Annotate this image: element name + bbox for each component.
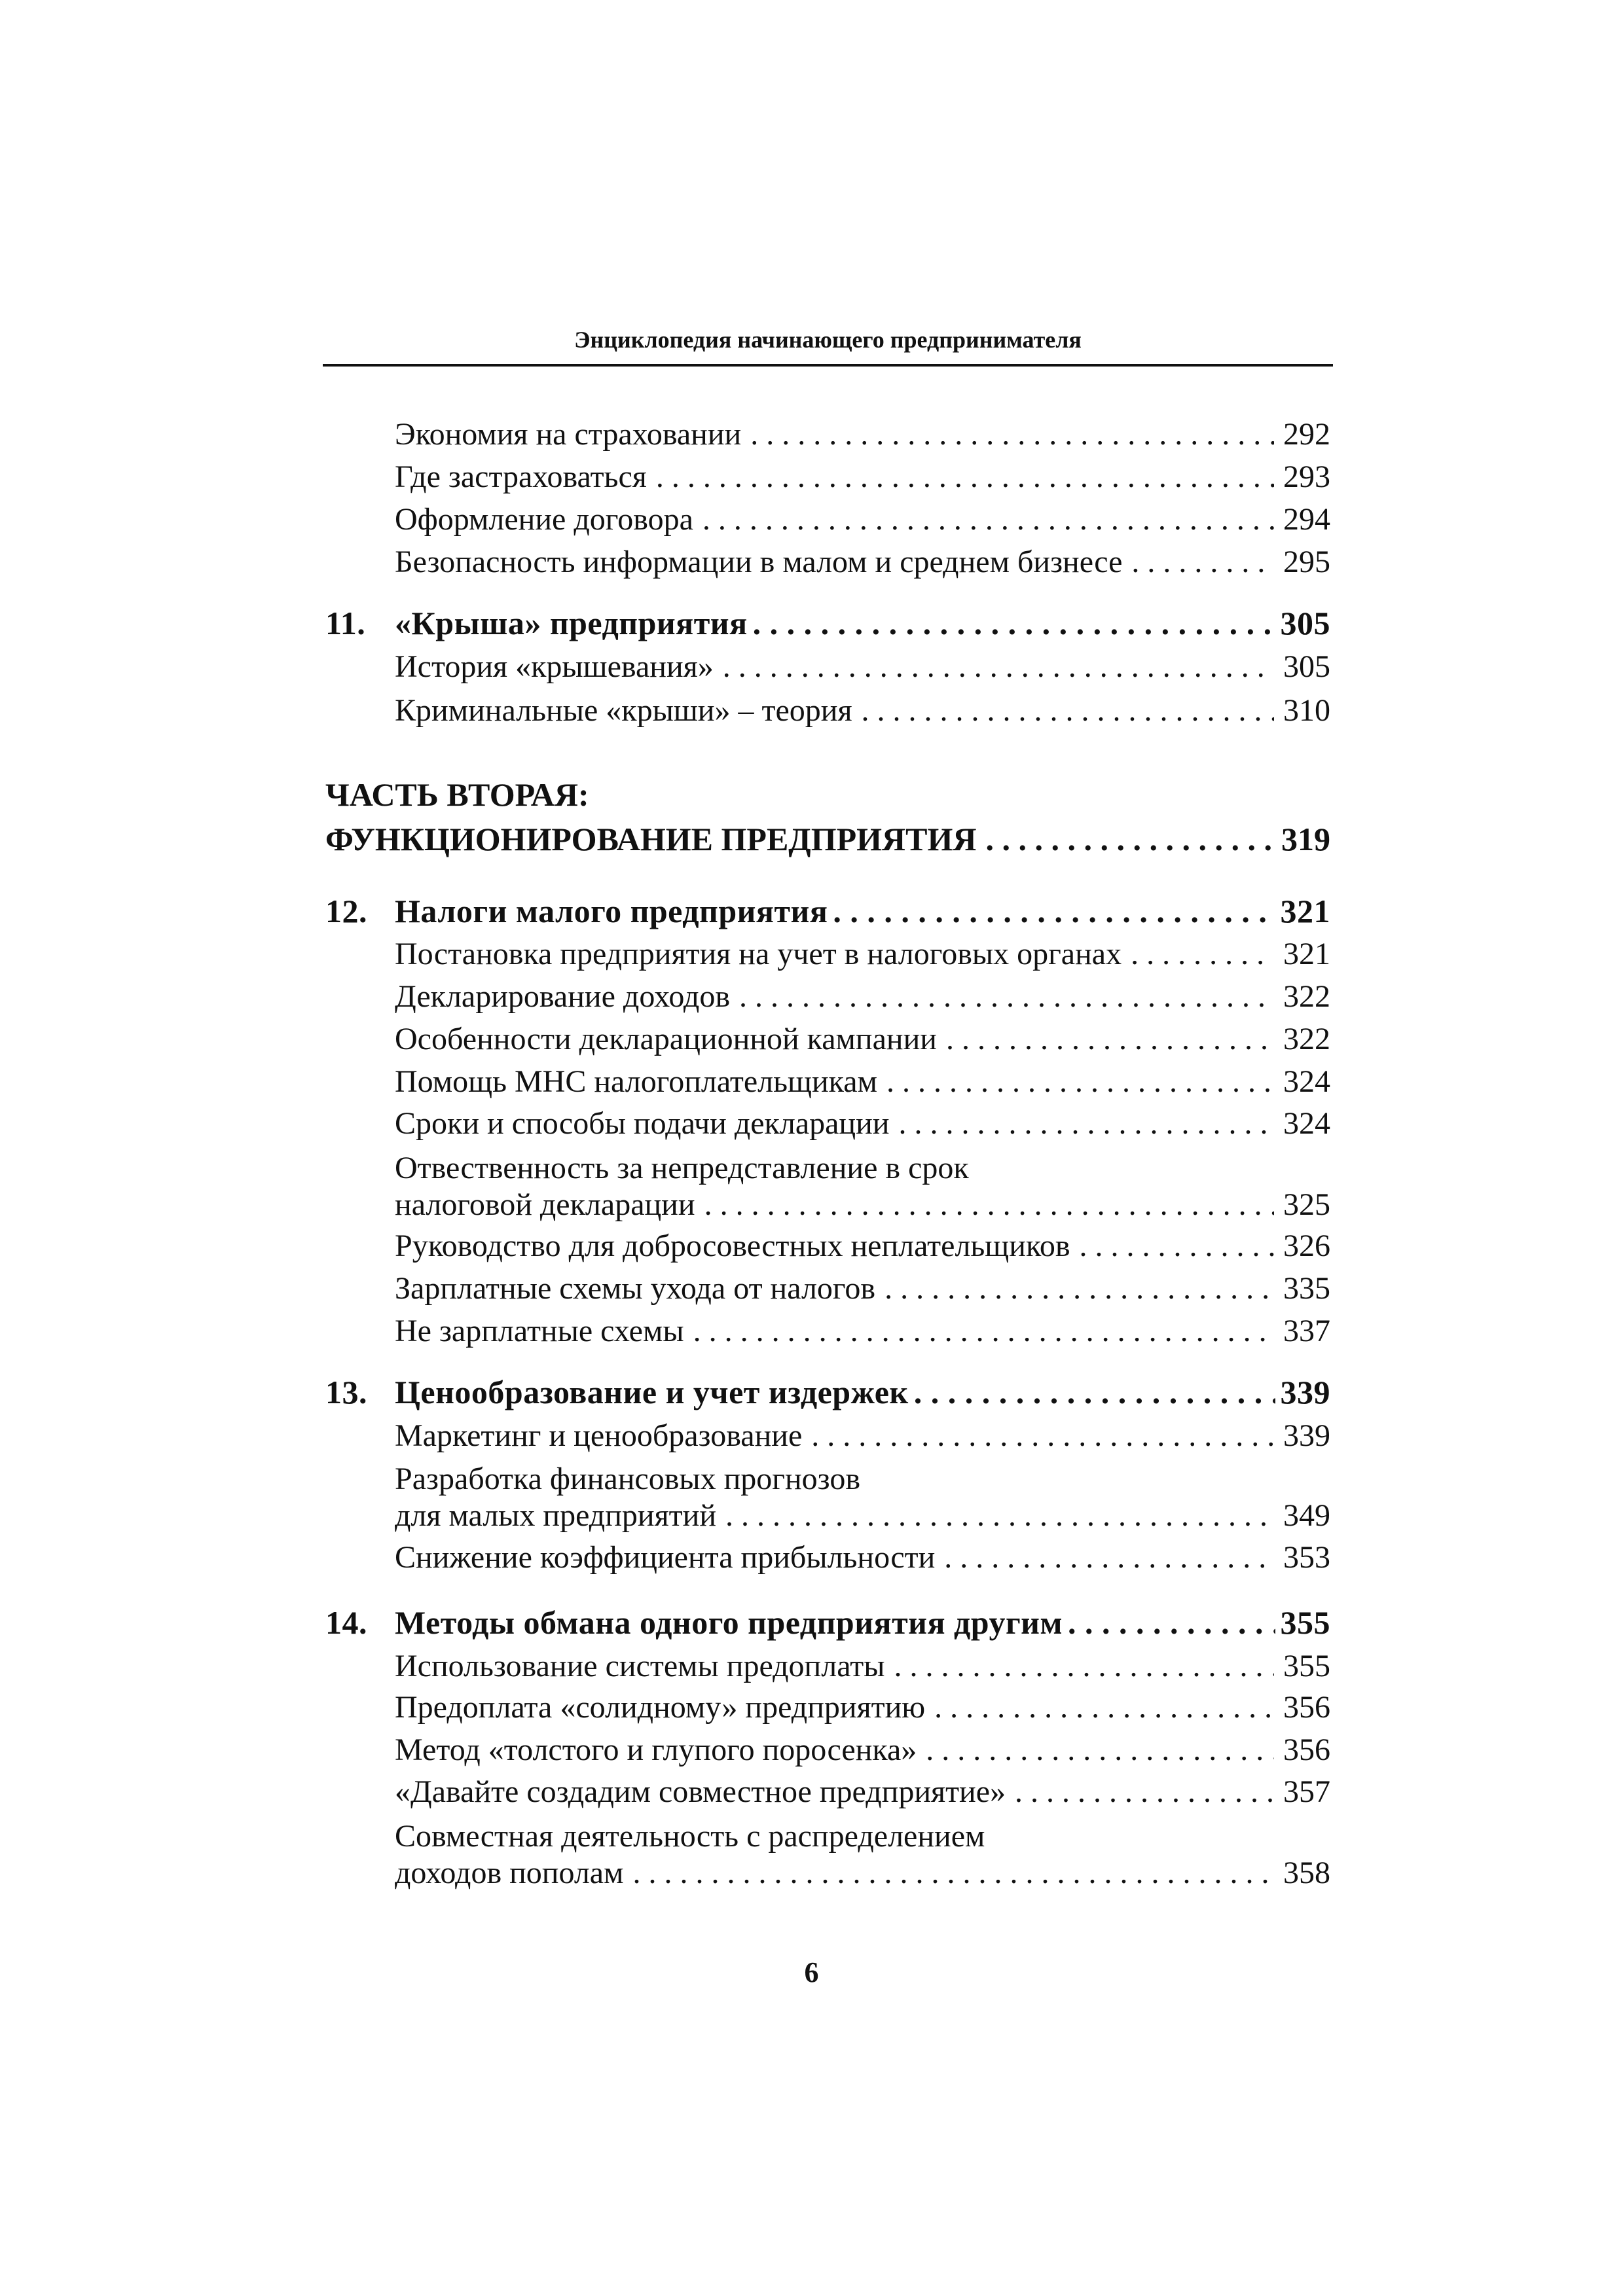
dot-leader xyxy=(898,1107,1274,1141)
entry-page-number: 355 xyxy=(1280,1604,1330,1641)
toc-entry[interactable] xyxy=(395,1733,1330,1768)
toc-entry[interactable] xyxy=(395,1065,1330,1100)
toc-chapter[interactable] xyxy=(325,605,1330,641)
dot-leader xyxy=(1079,1229,1274,1264)
toc-chapter[interactable] xyxy=(325,1374,1330,1410)
dot-leader xyxy=(914,1374,1275,1410)
entry-page-number: 292 xyxy=(1283,417,1330,452)
dot-leader xyxy=(753,605,1275,641)
entry-page-number: 310 xyxy=(1283,693,1330,728)
toc-entry[interactable] xyxy=(395,1272,1330,1306)
toc-entry[interactable] xyxy=(395,1188,1330,1223)
entry-title: Предоплата «солидному» предприятию xyxy=(395,1690,926,1725)
entry-title: «Давайте создадим совместное предприятие» xyxy=(395,1774,1006,1809)
entry-page-number: 293 xyxy=(1283,459,1330,494)
toc-part[interactable] xyxy=(325,821,1330,857)
dot-leader xyxy=(632,1856,1274,1891)
toc-entry[interactable] xyxy=(395,1691,1330,1725)
entry-title: Снижение коэффициента прибыльности xyxy=(395,1540,936,1575)
entry-title-line1: Совместная деятельность с распределением xyxy=(395,1819,985,1854)
entry-page-number: 335 xyxy=(1283,1271,1330,1306)
entry-title: Постановка предприятия на учет в налоговых органах xyxy=(395,937,1122,971)
entry-page-number: 321 xyxy=(1280,893,1330,929)
entry-title: Криминальные «крыши» – теория xyxy=(395,693,852,728)
dot-leader xyxy=(702,503,1274,537)
dot-leader xyxy=(934,1691,1274,1725)
entry-title: Использование системы предоплаты xyxy=(395,1649,885,1683)
toc-entry[interactable] xyxy=(395,1022,1330,1057)
header-rule xyxy=(323,364,1333,367)
entry-page-number: 337 xyxy=(1283,1314,1330,1348)
entry-page-number: 305 xyxy=(1283,649,1330,684)
entry-page-number: 357 xyxy=(1283,1774,1330,1809)
entry-page-number: 326 xyxy=(1283,1229,1330,1263)
toc-entry[interactable] xyxy=(395,545,1330,580)
chapter-number: 14. xyxy=(325,1604,367,1641)
running-head: Энциклопедия начинающего предпринимателя xyxy=(574,327,1082,353)
entry-title: «Крыша» предприятия xyxy=(395,605,748,641)
dot-leader xyxy=(656,460,1274,495)
dot-leader xyxy=(750,418,1274,452)
entry-title-line1: Разработка финансовых прогнозов xyxy=(395,1462,861,1496)
dot-leader xyxy=(1015,1775,1274,1810)
entry-page-number: 294 xyxy=(1283,502,1330,537)
toc-entry[interactable] xyxy=(395,694,1330,728)
entry-title: Руководство для добросовестных неплательщиков xyxy=(395,1229,1070,1263)
chapter-number: 13. xyxy=(325,1374,367,1410)
entry-title: налоговой декларации xyxy=(395,1187,695,1222)
toc-entry[interactable] xyxy=(395,1107,1330,1141)
entry-page-number: 358 xyxy=(1283,1856,1330,1890)
entry-page-number: 325 xyxy=(1283,1187,1330,1222)
entry-title: Оформление договора xyxy=(395,502,693,537)
entry-page-number: 324 xyxy=(1283,1064,1330,1099)
entry-title: Сроки и способы подачи декларации xyxy=(395,1106,890,1141)
entry-title: Экономия на страховании xyxy=(395,417,742,452)
entry-page-number: 305 xyxy=(1280,605,1330,641)
dot-leader xyxy=(946,1022,1274,1057)
entry-title: Безопасность информации в малом и среднем бизнесе xyxy=(395,545,1123,579)
entry-page-number: 322 xyxy=(1283,1022,1330,1056)
toc-entry[interactable] xyxy=(395,1775,1330,1810)
entry-title: Не зарплатные схемы xyxy=(395,1314,684,1348)
toc-entry[interactable] xyxy=(395,1541,1330,1575)
entry-title: Маркетинг и ценообразование xyxy=(395,1418,803,1453)
entry-title: Декларирование доходов xyxy=(395,979,731,1014)
entry-title: Ценообразование и учет издержек xyxy=(395,1374,909,1410)
entry-page-number: 349 xyxy=(1283,1498,1330,1533)
entry-title: Налоги малого предприятия xyxy=(395,893,828,929)
entry-page-number: 339 xyxy=(1283,1418,1330,1453)
dot-leader xyxy=(704,1188,1274,1223)
entry-page-number: 356 xyxy=(1283,1732,1330,1767)
part-heading-line1: ЧАСТЬ ВТОРАЯ: xyxy=(325,776,589,813)
dot-leader xyxy=(985,821,1272,857)
dot-leader xyxy=(739,980,1274,1014)
entry-page-number: 356 xyxy=(1283,1690,1330,1725)
toc-entry[interactable] xyxy=(395,650,1330,685)
toc-entry[interactable] xyxy=(395,1649,1330,1684)
chapter-number: 11. xyxy=(325,605,366,641)
entry-page-number: 295 xyxy=(1283,545,1330,579)
entry-page-number: 353 xyxy=(1283,1540,1330,1575)
toc-chapter[interactable] xyxy=(325,893,1330,929)
toc-chapter[interactable] xyxy=(325,1605,1330,1641)
toc-entry[interactable] xyxy=(395,1314,1330,1349)
dot-leader xyxy=(884,1272,1274,1306)
toc-entry[interactable] xyxy=(395,460,1330,495)
entry-title: для малых предприятий xyxy=(395,1498,717,1533)
entry-page-number: 322 xyxy=(1283,979,1330,1014)
entry-title-line1: Отвественность за непредставление в срок xyxy=(395,1151,969,1185)
dot-leader xyxy=(833,893,1275,929)
dot-leader xyxy=(894,1649,1274,1684)
entry-title: Метод «толстого и глупого поросенка» xyxy=(395,1732,917,1767)
entry-title: Особенности декларационной кампании xyxy=(395,1022,937,1056)
entry-title: ФУНКЦИОНИРОВАНИЕ ПРЕДПРИЯТИЯ xyxy=(325,821,977,857)
dot-leader xyxy=(862,694,1274,728)
toc-entry[interactable] xyxy=(395,1419,1330,1454)
dot-leader xyxy=(693,1314,1274,1349)
toc-entry[interactable] xyxy=(395,1499,1330,1534)
toc-entry[interactable] xyxy=(395,937,1330,972)
toc-entry[interactable] xyxy=(395,503,1330,537)
dot-leader xyxy=(811,1419,1274,1454)
entry-title: доходов пополам xyxy=(395,1856,624,1890)
entry-title: Где застраховаться xyxy=(395,459,647,494)
entry-title: Методы обмана одного предприятия другим xyxy=(395,1604,1063,1641)
toc-entry[interactable] xyxy=(395,1856,1330,1891)
entry-title: Зарплатные схемы ухода от налогов xyxy=(395,1271,876,1306)
toc-entry[interactable] xyxy=(395,980,1330,1014)
dot-leader xyxy=(725,1499,1274,1534)
chapter-number: 12. xyxy=(325,893,367,929)
entry-page-number: 321 xyxy=(1283,937,1330,971)
page-number: 6 xyxy=(804,1956,819,1988)
dot-leader xyxy=(1131,545,1274,580)
toc-entry[interactable] xyxy=(395,418,1330,452)
dot-leader xyxy=(723,650,1274,685)
entry-page-number: 339 xyxy=(1280,1374,1330,1410)
entry-page-number: 319 xyxy=(1281,821,1330,857)
dot-leader xyxy=(886,1065,1274,1100)
entry-page-number: 324 xyxy=(1283,1106,1330,1141)
dot-leader xyxy=(944,1541,1274,1575)
entry-page-number: 355 xyxy=(1283,1649,1330,1683)
entry-title: История «крышевания» xyxy=(395,649,714,684)
dot-leader xyxy=(926,1733,1274,1768)
entry-title: Помощь МНС налогоплательщикам xyxy=(395,1064,877,1099)
dot-leader xyxy=(1068,1605,1275,1641)
dot-leader xyxy=(1131,937,1274,972)
toc-entry[interactable] xyxy=(395,1229,1330,1264)
